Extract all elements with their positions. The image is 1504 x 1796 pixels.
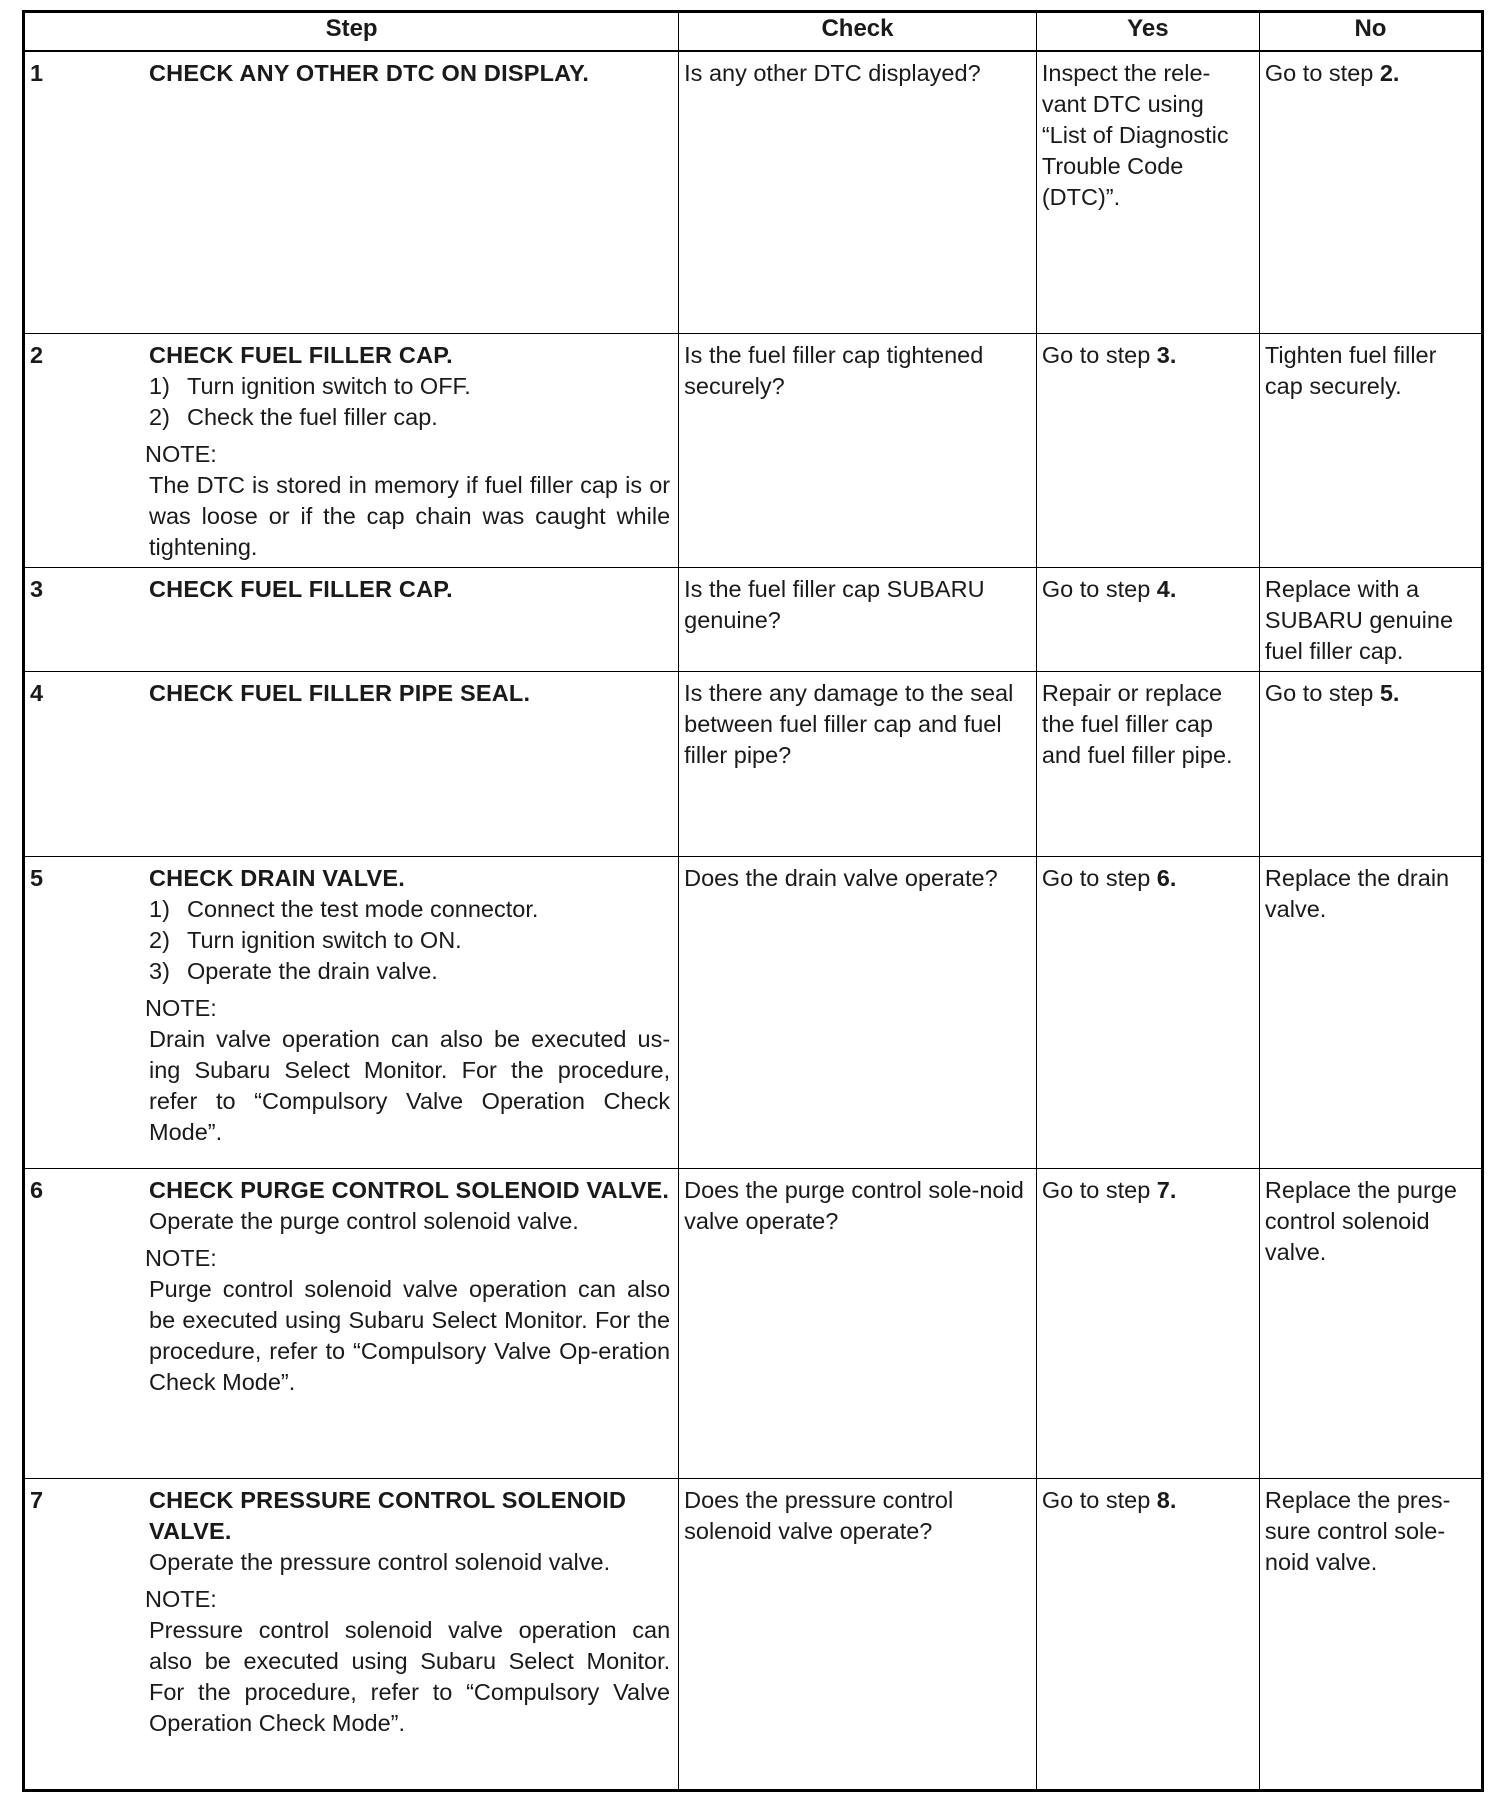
note-text: Pressure control solenoid valve operation can also be executed using Subaru Select Monitor. For the procedure, refer to “Compulsory Valve Operation Check Mode”. <box>149 1616 671 1736</box>
check-cell: Is any other DTC displayed? <box>679 51 1037 333</box>
go-to-text: Go to step <box>1041 864 1157 891</box>
check-cell: Is the fuel filler cap SUBARU genuine? <box>679 567 1037 671</box>
procedure-text: Turn ignition switch to OFF. <box>187 372 471 399</box>
note-text: The DTC is stored in memory if fuel filler cap is or was loose or if the cap chain was caught while tightening. <box>149 471 671 560</box>
note-label: NOTE: <box>145 440 217 467</box>
procedure-index: 3) <box>149 957 170 984</box>
no-cell: Replace the pres-sure control sole-noid valve. <box>1259 1478 1482 1790</box>
procedure-list <box>149 371 670 433</box>
procedure-index: 1) <box>149 372 170 399</box>
go-to-step-number: 4. <box>1156 575 1177 602</box>
go-to-step-number: 3. <box>1156 341 1177 368</box>
step-instruction: Operate the pressure control solenoid valve. <box>149 1548 611 1575</box>
note-label: NOTE: <box>145 1244 217 1271</box>
table-row <box>24 671 1483 856</box>
step-title: CHECK FUEL FILLER PIPE SEAL. <box>149 679 531 706</box>
go-to-text: Go to step <box>1041 1176 1157 1203</box>
table-header-row <box>24 12 1483 52</box>
procedure-item <box>149 925 670 956</box>
yes-cell <box>1036 567 1259 671</box>
step-cell <box>24 1168 679 1478</box>
step-number: 1 <box>30 60 44 86</box>
step-instruction: Operate the purge control solenoid valve. <box>149 1207 579 1234</box>
yes-cell <box>1036 1168 1259 1478</box>
header-yes: Yes <box>1036 12 1259 52</box>
note-text: Purge control solenoid valve operation can also be executed using Subaru Select Monitor. For the procedure, refer to “Compulsory Valve Op-eration Check Mode”. <box>149 1275 671 1395</box>
header-step: Step <box>24 12 679 52</box>
procedure-list <box>149 894 670 987</box>
procedure-text: Operate the drain valve. <box>187 957 438 984</box>
go-to-step-number: 5. <box>1379 679 1400 706</box>
procedure-index: 2) <box>149 403 170 430</box>
procedure-text: Check the fuel filler cap. <box>187 403 438 430</box>
step-number: 7 <box>30 1486 44 1513</box>
table-row <box>24 567 1483 671</box>
yes-cell <box>1036 856 1259 1168</box>
no-cell <box>1259 51 1482 333</box>
procedure-text: Turn ignition switch to ON. <box>187 926 462 953</box>
diagnostic-procedure-table <box>22 10 1484 1792</box>
go-to-text: Go to step <box>1264 60 1380 86</box>
step-title: CHECK PRESSURE CONTROL SOLENOID VALVE. <box>149 1486 627 1544</box>
check-cell: Does the purge control sole-noid valve operate? <box>679 1168 1037 1478</box>
procedure-item <box>149 894 670 925</box>
go-to-step-number: 7. <box>1156 1176 1177 1203</box>
step-cell <box>24 671 679 856</box>
procedure-text: Connect the test mode connector. <box>187 895 539 922</box>
table-row <box>24 856 1483 1168</box>
yes-cell: Repair or replace the fuel filler cap and fuel filler pipe. <box>1036 671 1259 856</box>
go-to-step-number: 6. <box>1156 864 1177 891</box>
go-to-text: Go to step <box>1041 1486 1157 1513</box>
procedure-item <box>149 402 670 433</box>
go-to-step-number: 8. <box>1156 1486 1177 1513</box>
go-to-text: Go to step <box>1041 575 1157 602</box>
note-text: Drain valve operation can also be executed us-ing Subaru Select Monitor. For the procedure, refer to “Compulsory Valve Operation Check Mode”. <box>149 1025 671 1145</box>
step-cell <box>24 333 679 567</box>
step-number: 5 <box>30 864 44 891</box>
step-cell <box>24 51 679 333</box>
step-title: CHECK DRAIN VALVE. <box>149 864 406 891</box>
step-number: 4 <box>30 679 44 706</box>
go-to-step-number: 2. <box>1379 60 1400 86</box>
table-row <box>24 1478 1483 1790</box>
no-cell: Replace the drain valve. <box>1259 856 1482 1168</box>
step-cell <box>24 567 679 671</box>
step-title: CHECK FUEL FILLER CAP. <box>149 575 453 602</box>
step-cell <box>24 1478 679 1790</box>
table-row <box>24 333 1483 567</box>
no-cell <box>1259 671 1482 856</box>
check-cell: Does the pressure control solenoid valve operate? <box>679 1478 1037 1790</box>
procedure-index: 1) <box>149 895 170 922</box>
step-cell <box>24 856 679 1168</box>
step-number: 6 <box>30 1176 44 1203</box>
yes-cell <box>1036 1478 1259 1790</box>
step-title: CHECK PURGE CONTROL SOLENOID VALVE. <box>149 1176 670 1203</box>
table-row <box>24 1168 1483 1478</box>
no-cell: Replace the purge control solenoid valve. <box>1259 1168 1482 1478</box>
step-title: CHECK ANY OTHER DTC ON DISPLAY. <box>149 60 590 86</box>
procedure-index: 2) <box>149 926 170 953</box>
check-cell: Does the drain valve operate? <box>679 856 1037 1168</box>
check-cell: Is there any damage to the seal between fuel filler cap and fuel filler pipe? <box>679 671 1037 856</box>
no-cell: Tighten fuel filler cap securely. <box>1259 333 1482 567</box>
yes-cell <box>1036 333 1259 567</box>
step-number: 2 <box>30 341 44 368</box>
go-to-text: Go to step <box>1041 341 1157 368</box>
yes-cell: Inspect the rele-vant DTC using “List of Diagnostic Trouble Code (DTC)”. <box>1036 51 1259 333</box>
note-label: NOTE: <box>145 1585 217 1612</box>
header-check: Check <box>679 12 1037 52</box>
step-number: 3 <box>30 575 44 602</box>
check-cell: Is the fuel filler cap tightened securely? <box>679 333 1037 567</box>
header-no: No <box>1259 12 1482 52</box>
table-row <box>24 51 1483 333</box>
note-label: NOTE: <box>145 994 217 1021</box>
go-to-text: Go to step <box>1264 679 1380 706</box>
procedure-item <box>149 956 670 987</box>
no-cell: Replace with a SUBARU genuine fuel filler cap. <box>1259 567 1482 671</box>
procedure-item <box>149 371 670 402</box>
step-title: CHECK FUEL FILLER CAP. <box>149 341 453 368</box>
